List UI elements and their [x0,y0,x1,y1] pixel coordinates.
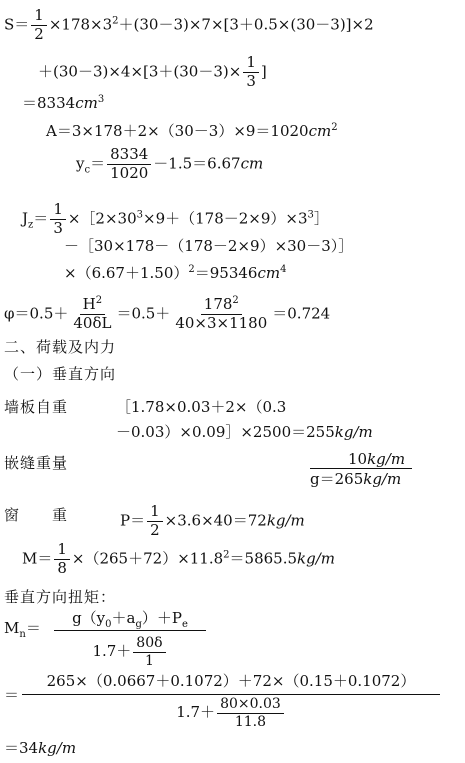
wall-weight-label: 墙板自重 [4,398,69,416]
eq-jz-line3: $\times(6.67+1.50)^2=95346cm^4$ [64,264,287,282]
eq-s-line2: ＋(30－3)×4×[3＋(30－3)× $\frac{1}{3}$ ] [38,53,267,90]
torsion-heading: 垂直方向扭矩： [4,588,117,606]
eq-final: ＝34kg/m [4,739,77,757]
subsection-heading-vertical: （一）垂直方向 [4,365,117,383]
fraction-yc: $\frac{8334}{1020}$ [107,147,151,182]
fraction-third: $\frac{1}{3}$ [243,55,259,90]
eq-mn-denominator: 1.7＋ $\frac{80\delta}{1}$ [54,636,206,668]
wall-weight-line1: ［1.78×0.03＋2×（0.3 [116,398,287,416]
mn-value-fraction-rule [22,694,440,695]
fraction-moment: $\frac{1}{8}$ [54,542,70,577]
eq-s-line1: S＝ $\frac{1}{2}$ $\times 178\times 3^2+(30-3)\times 7\times[3+0.5\times(30-3)]\times 2$ [4,6,374,43]
eq-a: $A=3\times 178+2\times(30-3)\times 9=1020cm^2$ [46,122,338,140]
section-heading-loads: 二、荷载及内力 [4,338,117,356]
joint-weight-label: 嵌缝重量 [4,454,69,472]
fraction-half: $\frac{1}{2}$ [31,8,47,43]
fraction-phi-2: $\frac{178^2}{40\times 3\times 1180}$ [175,295,268,332]
eq-mn-value-numerator: 265×（0.0667＋0.1072）＋72×（0.15＋0.1072） [46,672,416,690]
eq-s-lhs: S＝ [4,15,30,34]
sum-rule [310,468,412,469]
total-weight-value: g＝265kg/m [310,470,402,488]
eq-mn-value-eq: ＝ [4,686,20,704]
window-weight-eq: P＝ $\frac{1}{2}$ ×3.6×40＝72kg/m [120,502,305,539]
eq-mn-lhs: $M_n=$ [4,619,41,640]
eq-jz-line1: $J_z=$ $\frac{1}{3}$ $\times[2\times 30^3\times 9+(178-2\times 9)\times 3^3]$ [22,200,329,237]
eq-jz-line2: －［30×178－（178－2×9）×30－3）］ [64,237,354,255]
eq-phi: φ＝0.5＋ $\frac{H^2}{40\delta L}$ ＝0.5＋ $\frac{178^2}{40\times 3\times 1180}$ ＝0.724 [4,295,331,332]
eq-s-result: $=8334cm^3$ [22,94,105,112]
fraction-phi-1: $\frac{H^2}{40\delta L}$ [73,295,112,332]
eq-mn-value-denominator: 1.7＋ $\frac{80\times 0.03}{11.8}$ [22,697,440,729]
eq-mn-numerator: $g(y_0+a_g)+P_e$ [72,609,188,630]
eq-moment: M＝ $\frac{1}{8}$ $\times(265+72)\times 11.8^2=5865.5kg/m$ [22,540,336,577]
fraction-jz: $\frac{1}{3}$ [50,202,66,237]
mn-fraction-rule [54,630,206,631]
window-weight-label: 窗 重 [4,506,69,524]
wall-weight-line2: －0.03）×0.09］×2500＝255kg/m [116,423,373,441]
joint-weight-value: 10kg/m [348,450,406,468]
eq-yc: $y_c=$ $\frac{8334}{1020}$ －1.5＝6.67cm [76,145,264,182]
fraction-mn-value-den: $\frac{80\times 0.03}{11.8}$ [217,697,284,729]
fraction-window: $\frac{1}{2}$ [147,504,163,539]
fraction-mn-den: $\frac{80\delta}{1}$ [133,636,165,668]
